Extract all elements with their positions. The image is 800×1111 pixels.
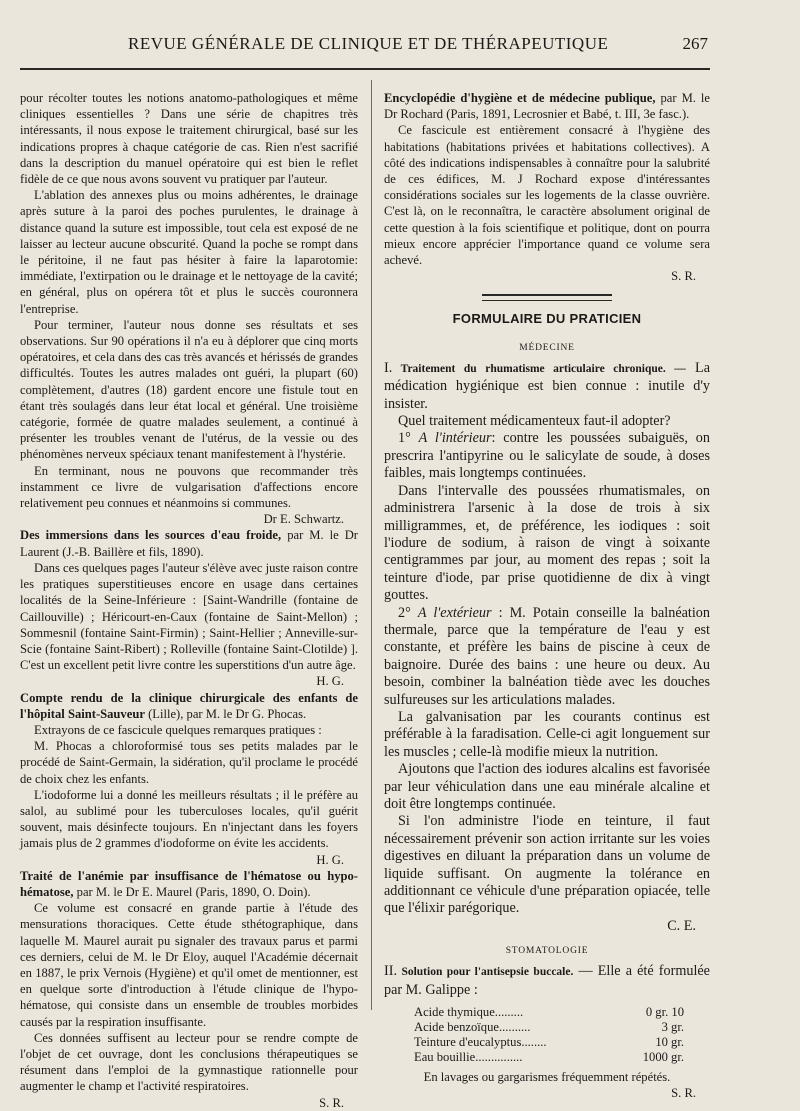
ingredient: Acide benzoïque..........	[414, 1020, 531, 1035]
prescription-row	[414, 1005, 694, 1020]
review-heading	[20, 868, 358, 900]
ingredient: Acide thymique.........	[414, 1005, 524, 1020]
running-header	[0, 30, 800, 60]
review-heading	[384, 90, 710, 122]
prescription-row	[414, 1050, 694, 1065]
paragraph: Pour terminer, l'auteur nous donne ses résultats et ses observations. Sur 90 opérations il n'a eu à déplorer que cinq morts opératoires, et cela dans des cas très avancés et hérissés de grandes difficultés. Toutes les autres malades ont guéri, la plupart (60) complètement, d'autres (18) gardent encore une fistule tout en étant très soulagés dans leur état local et général. Une troisième catégorie, formée de quatre malades seulement, a continué à présenter les troubles venant de l'utérus, de la vessie ou des phénomènes nerveux spéciaux tenant manifestement à l'hystérie.	[20, 317, 358, 462]
signature: C. E.	[667, 917, 696, 934]
prescription-row	[414, 1035, 694, 1050]
formula-number: II.	[384, 963, 397, 980]
review-heading	[20, 690, 358, 722]
paragraph	[384, 430, 710, 482]
paragraph: En terminant, nous ne pouvons que recommander très instamment ce livre de vulgarisation d'affections encore relativement peu connues et néanmoins si communes.	[20, 463, 358, 511]
prescription-row	[414, 1020, 694, 1035]
paragraph-text: : contre les poussées subaiguës, on prescrira l'antipyrine ou le salicylate de soude, à doses faibles, mais longtemps continuées.	[384, 430, 710, 482]
review-ref: par M. le Dr Rochard (Paris, 1891, Lecrosnier et Babé, t. III, 3e fasc.).	[384, 91, 710, 122]
ingredient: Teinture d'eucalyptus........	[414, 1035, 547, 1050]
signature: S. R.	[671, 1086, 696, 1101]
formula-title: Solution pour l'antisepsie buccale.	[397, 966, 574, 979]
emphasis: A l'extérieur	[417, 604, 492, 621]
paragraph: Ces données suffisent au lecteur pour se rendre compte de l'objet de cet ouvrage, dont les conclusions thérapeutiques se résument dans l'emploi de la gymnastique rationnelle pour augmenter le champ et l'activité respiratoires.	[20, 1030, 358, 1094]
signature: H. G.	[316, 674, 344, 689]
review-ref: (Lille), par M. le Dr G. Phocas.	[144, 706, 307, 721]
paragraph: L'iodoforme lui a donné les meilleurs résultats ; il le préfère au salol, au sublimé pour les tuberculoses locales, qu'il guérit souvent, mais désinfecte toujours. En n'injectant dans les foyers jamais plus de 2 grammes d'iodoforme on évite les accidents.	[20, 787, 358, 851]
list-marker: 1°	[398, 430, 419, 447]
paragraph: La médication hygiénique est bien connue : inutile d'y insister.	[384, 359, 710, 412]
paragraph: — Elle a été formulée par M. Galippe :	[384, 963, 710, 998]
paragraph: Dans l'intervalle des poussées rhumatismales, on administrera l'arsenic à la dose de trois à six milligrammes, et, de préférence, les iodiques : soit l'iodure de sodium, à raison de vingt à soixante centigrammes par jour, au moment des repas ; soit la teinture d'iode, par prise quotidienne de dix à vingt gouttes.	[384, 482, 710, 604]
left-column	[20, 90, 358, 1111]
review-title: Des immersions dans les sources d'eau froide,	[20, 528, 282, 543]
signature: S. R.	[671, 269, 696, 284]
formula-heading	[384, 963, 710, 999]
quantity: 0 gr. 10	[645, 1005, 684, 1020]
paragraph: Dans ces quelques pages l'auteur s'élève avec juste raison contre les pratiques superstitieuses encore en usage dans certaines localités de la Seine-Inférieure : [Saint-Wandrille (fontaine de Caillouville) ; Héricourt-en-Caux (fontaine de Saint-Mellon) ; Sommesnil (fontaine Saint-Firmin) ; Saint-Hellier ; Anneville-sur-Scie (fontaine Saint-Ribert) ; Rolleville (fontaine Saint-Clotilde) ]. C'est un excellent petit livre contre les superstitions d'un autre âge.	[20, 560, 358, 673]
journal-title: REVUE GÉNÉRALE DE CLINIQUE ET DE THÉRAPEUTIQUE	[128, 34, 609, 53]
paragraph: La galvanisation par les courants continus est préférable à la faradisation. Celle-ci agit longuement sur les muscles ; celle-là modifie mieux la nutrition.	[384, 708, 710, 760]
subsection-heading: MÉDECINE	[519, 342, 575, 353]
quantity: 10 gr.	[655, 1035, 684, 1050]
signature: S. R.	[319, 1095, 344, 1110]
paragraph	[384, 605, 710, 709]
review-ref: par M. le Dr E. Maurel (Paris, 1890, O. Doin).	[73, 884, 311, 899]
review-ref: par M. le Dr Laurent (J.-B. Baillère et fils, 1890).	[20, 528, 358, 559]
paragraph: pour récolter toutes les notions anatomo-pathologiques et même cliniques essentielles ? Dans une série de chapitres très intéressants, il nous expose le traitement chirurgical, basé sur les indications propres à chaque catégorie de cas. Rien n'est sacrifié dans la description du manuel opératoire qui est bien le reflet fidèle de ce que nous avons souvent vu pratiquer par l'auteur.	[20, 91, 358, 187]
review-title: Compte rendu de la clinique chirurgicale des enfants de l'hôpital Saint-Sauveur	[20, 690, 358, 721]
paragraph: Ce fascicule est entièrement consacré à l'hygiène des habitations (habitations privées et habitations collectives). A côté des indications indispensables à connaître pour la salubrité de ces édifices, M. J Rochard expose d'intéressantes considérations sociales sur les logements de la classe ouvrière. C'est là, on le reconnaîtra, le caractère absolument original de cette question à la fois scientifique et politique, dont on pourra mieux encore apprécier l'importance quand ce volume sera achevé.	[384, 123, 710, 268]
review-title: Encyclopédie d'hygiène et de médecine publique,	[384, 91, 656, 105]
prescription	[414, 1005, 710, 1065]
list-marker: 2°	[398, 604, 418, 621]
section-separator	[482, 294, 612, 301]
prescription-note: En lavages ou gargarismes fréquemment répétés.	[423, 1070, 671, 1085]
column-divider	[371, 80, 372, 1010]
formula-title: Traitement du rhumatisme articulaire chronique. —	[392, 362, 686, 375]
page-number: 267	[682, 34, 708, 53]
formula-number: I.	[384, 359, 393, 376]
subsection-heading: STOMATOLOGIE	[505, 946, 589, 957]
signature: Dr E. Schwartz.	[263, 512, 344, 527]
right-column	[384, 90, 710, 1102]
paragraph: Ajoutons que l'action des iodures alcalins est favorisée par leur véhiculation dans une eau minérale alcaline et doit être longtemps continuée.	[384, 761, 710, 812]
section-heading: FORMULAIRE DU PRATICIEN	[452, 311, 642, 327]
quantity: 3 gr.	[661, 1020, 684, 1035]
ingredient: Eau bouillie...............	[414, 1050, 523, 1065]
header-rule	[20, 68, 710, 70]
paragraph-text: : M. Potain conseille la balnéation thermale, parce que la température de l'eau y est constante, et préfère les bains de piscine à ceux de baignoire. Durée des bains : une heure ou deux. Au besoin, combiner la balnéation tiède avec les douches sulfureuses sur les articulations malades.	[384, 604, 710, 708]
review-heading	[20, 527, 358, 559]
paragraph: M. Phocas a chloroformisé tous ses petits malades par le procédé de Saint-Germain, la sidération, qu'il proclame le procédé de choix chez les enfants.	[20, 739, 358, 786]
paragraph: Ce volume est consacré en grande partie à l'étude des mensurations thoraciques. Cette étude sthétographique, dans laquelle M. Maurel aurait pu signaler des travaux parus et parmi ces derniers, celui de M. le Dr Eloy, auquel l'Académie décernait en 1887, le prix Vernois (Hygiène) et qu'il omet de mentionner, est en quelque sorte d'introduction à l'étude clinique de l'hypo-hématose, qui consiste dans un ensemble de troubles morbides causés par la respiration insuffisante.	[20, 901, 358, 1029]
quantity: 1000 gr.	[642, 1050, 684, 1065]
paragraph: Si l'on administre l'iode en teinture, il faut nécessairement prévenir son action irritante sur les voies digestives en diluant la préparation dans un volume de liquide suffisant. On augmente la tolérance en additionnant ce véhicule d'une préparation opiacée, telle que l'élixir parégorique.	[384, 813, 710, 917]
paragraph: L'ablation des annexes plus ou moins adhérentes, le drainage après suture à la paroi des poches purulentes, le drainage à distance quand la suture est impossible, tout cela est exposé de ne laisser au lecteur aucune obscurité. Quand la poche se rompt dans le péritoine, il ne faut pas hésiter à faire la laparotomie: immédiate, l'extirpation ou le drainage et le nettoyage de la cavité; en général, plus on opérera tôt et plus le succès couronnera l'entreprise.	[20, 188, 358, 316]
emphasis: A l'intérieur	[418, 430, 492, 447]
paragraph: Extrayons de ce fascicule quelques remarques pratiques :	[34, 722, 322, 737]
review-title: Traité de l'anémie par insuffisance de l'hématose ou hypo-hématose,	[20, 868, 358, 899]
formula-heading	[384, 360, 710, 413]
signature: H. G.	[316, 852, 344, 867]
paragraph: Quel traitement médicamenteux faut-il adopter?	[398, 413, 671, 430]
